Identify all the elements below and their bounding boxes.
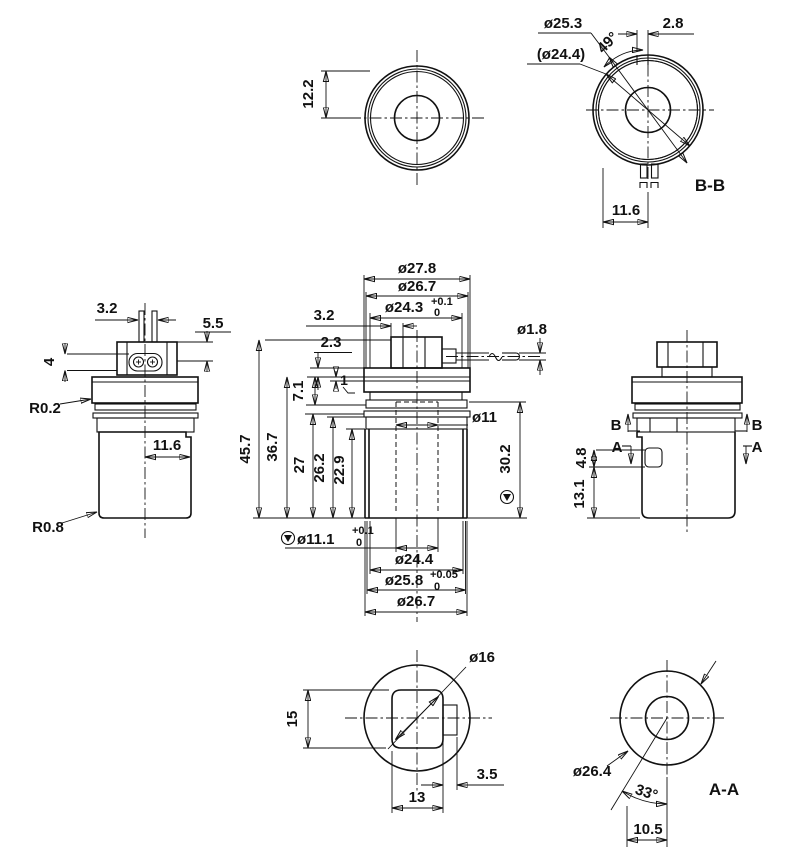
dim-2-3: 2.3 (320, 334, 342, 351)
dim-15: 15 (284, 710, 301, 728)
pin-break-symbol (489, 354, 502, 361)
dim-30-2: 30.2 (497, 444, 514, 474)
dim-11-1: ø11.1 (297, 531, 335, 548)
right-side-view (571, 330, 763, 535)
dim-3-2-left: 3.2 (96, 300, 118, 317)
section-marker-a-right: A (751, 439, 763, 456)
dim-26-7-bottom: ø26.7 (396, 593, 436, 610)
dim-4: 4 (41, 357, 58, 367)
dim-r0-8: R0.8 (32, 519, 64, 536)
dim-r0-2: R0.2 (29, 400, 61, 417)
depth-symbol-11-1 (282, 532, 295, 545)
section-aa-label: A-A (708, 780, 740, 799)
dim-26-7-top: ø26.7 (397, 278, 437, 295)
dim-22-9: 22.9 (331, 455, 348, 485)
dim-27: 27 (291, 456, 308, 474)
main-section-view (237, 260, 547, 622)
dim-13-1: 13.1 (571, 479, 588, 509)
dim-11-6-bb: 11.6 (611, 202, 641, 219)
dim-5-5: 5.5 (202, 315, 224, 332)
dim-26-4: ø26.4 (572, 763, 612, 780)
section-bb-view (527, 15, 725, 228)
dim-27-8: ø27.8 (397, 260, 437, 277)
section-marker-b-left: B (610, 417, 622, 434)
dim-4-8: 4.8 (573, 447, 590, 469)
left-connector-block (117, 342, 177, 375)
left-pin-1 (139, 311, 144, 342)
dim-25-3: ø25.3 (543, 15, 583, 32)
dim-33deg: 33° (632, 781, 660, 805)
dim-24-3: ø24.3 (384, 299, 424, 316)
left-pin-2 (152, 311, 157, 342)
dim-3-5: 3.5 (476, 766, 498, 783)
top-view (300, 50, 486, 186)
dim-24-4-main: ø24.4 (394, 551, 434, 568)
dim-11-1-tol-upper: +0.1 (352, 525, 374, 537)
dim-11: ø11 (472, 409, 498, 426)
dim-25-8-tol-upper: +0.05 (430, 569, 458, 581)
right-body (637, 432, 735, 518)
dim-7-1: 7.1 (290, 380, 307, 402)
dim-24-3-tol-lower: 0 (434, 307, 441, 319)
dim-49deg: 49° (593, 28, 622, 57)
dim-45-7: 45.7 (237, 434, 254, 464)
dim-36-7: 36.7 (264, 432, 281, 462)
dim-11-1-tol-lower: 0 (356, 537, 363, 549)
dim-24-3-tol-upper: +0.1 (431, 296, 453, 308)
dim-11-6-left: 11.6 (152, 437, 182, 454)
bottom-view (284, 649, 504, 813)
depth-symbol-30-2 (501, 491, 514, 504)
bb-terminals (640, 164, 658, 188)
left-side-view (29, 300, 231, 538)
section-aa-view (573, 660, 739, 847)
main-terminal (442, 349, 456, 363)
dim-2-8: 2.8 (662, 15, 684, 32)
dim-24-4-ref: (ø24.4) (536, 46, 586, 63)
dim-12-2: 12.2 (300, 79, 317, 109)
section-bb-label: B-B (694, 176, 726, 195)
dim-3-2-main: 3.2 (313, 307, 335, 324)
main-cap (391, 337, 442, 368)
section-marker-a-left: A (611, 439, 623, 456)
dim-1: 1 (340, 372, 348, 388)
dim-25-8-tol-lower: 0 (434, 581, 441, 593)
bottom-tab (443, 705, 457, 735)
dim-1-8: ø1.8 (516, 321, 548, 338)
dim-16: ø16 (469, 649, 495, 666)
dim-26-2: 26.2 (311, 453, 328, 483)
dim-25-8: ø25.8 (384, 572, 424, 589)
dim-10-5: 10.5 (633, 821, 663, 838)
right-side-hole (645, 448, 662, 467)
section-marker-b-right: B (751, 417, 763, 434)
dim-13: 13 (408, 789, 426, 806)
